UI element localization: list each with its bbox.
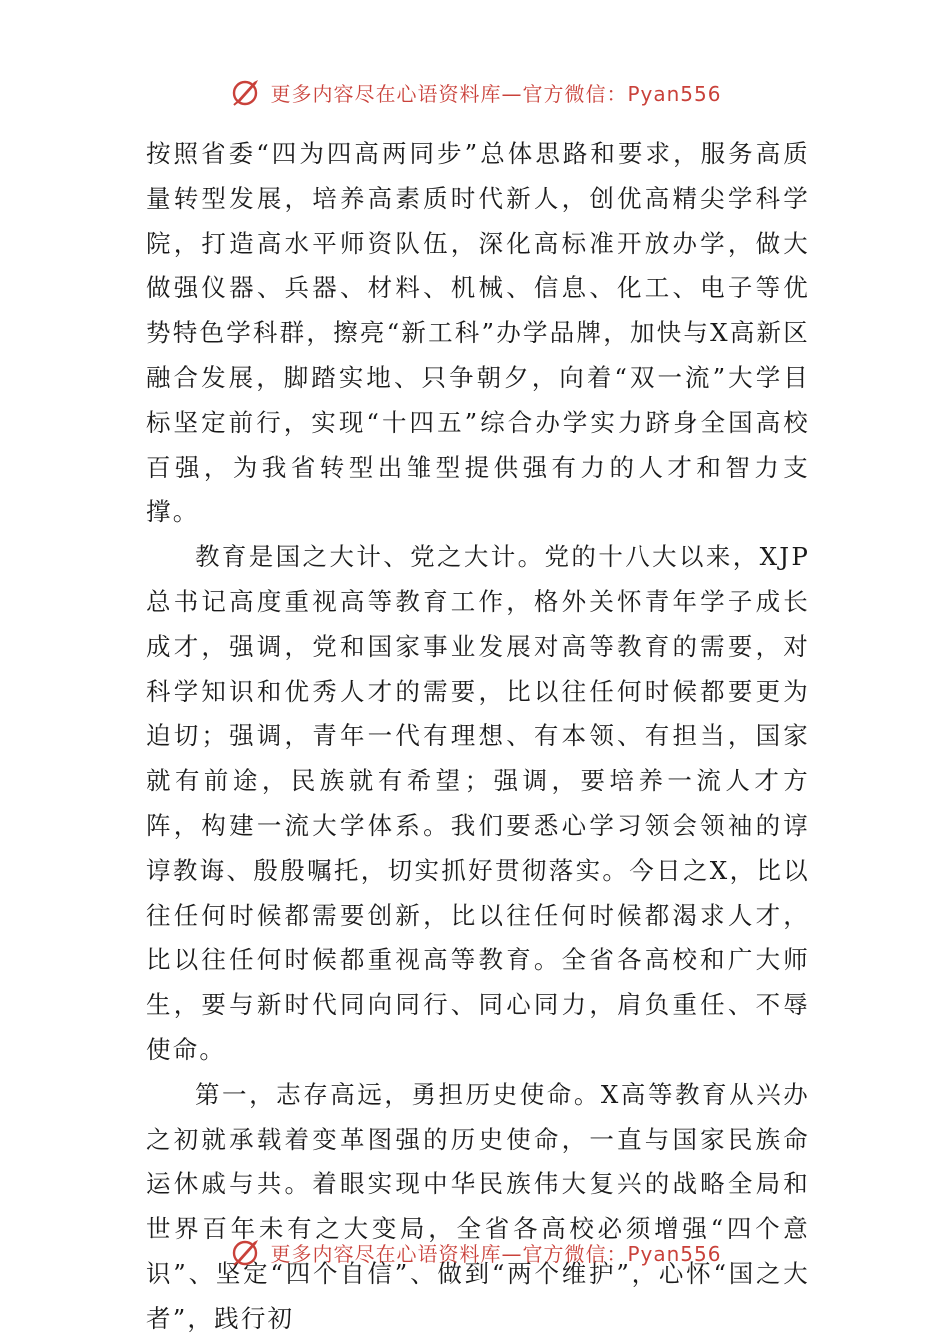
paragraph-1: 按照省委“四为四高两同步”总体思路和要求，服务高质量转型发展，培养高素质时代新人，创优高精尖学科学院，打造高水平师资队伍，深化高标准开放办学，做大做强仪器、兵器、材料、机械、信息、化工、电子等优势特色学科群，擦亮“新工科”办学品牌，加快与X高新区融合发展，脚踏实地、只争朝夕，向着“双一流”大学目标坚定前行，实现“十四五”综合办学实力跻身全国高校百强，为我省转型出雏型提供强有力的人才和智力支撑。 [146, 139, 810, 527]
footer-banner [0, 1234, 950, 1270]
paragraph-2: 教育是国之大计、党之大计。党的十八大以来，XJP总书记高度重视高等教育工作，格外关怀青年学子成长成才，强调，党和国家事业发展对高等教育的需要，对科学知识和优秀人才的需要，比以往任何时候都要更为迫切；强调，青年一代有理想、有本领、有担当，国家就有前途，民族就有希望；强调，要培养一流人才方阵，构建一流大学体系。我们要悉心学习领会领袖的谆谆教诲、殷殷嘱托，切实抓好贯彻落实。今日之X，比以往任何时候都需要创新，比以往任何时候都渴求人才，比以往任何时候都重视高等教育。全省各高校和广大师生，要与新时代同向同行、同心同力，肩负重任、不辱使命。 [146, 542, 810, 1064]
header-banner [0, 74, 950, 110]
footer-banner-text: 更多内容尽在心语资料库—官方微信：Pyan556 [270, 1241, 722, 1266]
header-banner-text: 更多内容尽在心语资料库—官方微信：Pyan556 [270, 81, 722, 106]
document-body [146, 132, 810, 1342]
paragraph-3: 第一，志存高远，勇担历史使命。X高等教育从兴办之初就承载着变革图强的历史使命，一直与国家民族命运休戚与共。着眼实现中华民族伟大复兴的战略全局和世界百年未有之大变局，全省各高校必须增强“四个意识”、坚定“四个自信”、做到“两个维护”，心怀“国之大者”，践行初 [146, 1079, 810, 1333]
pen-logo-icon [228, 74, 264, 110]
pen-logo-icon [228, 1234, 264, 1270]
